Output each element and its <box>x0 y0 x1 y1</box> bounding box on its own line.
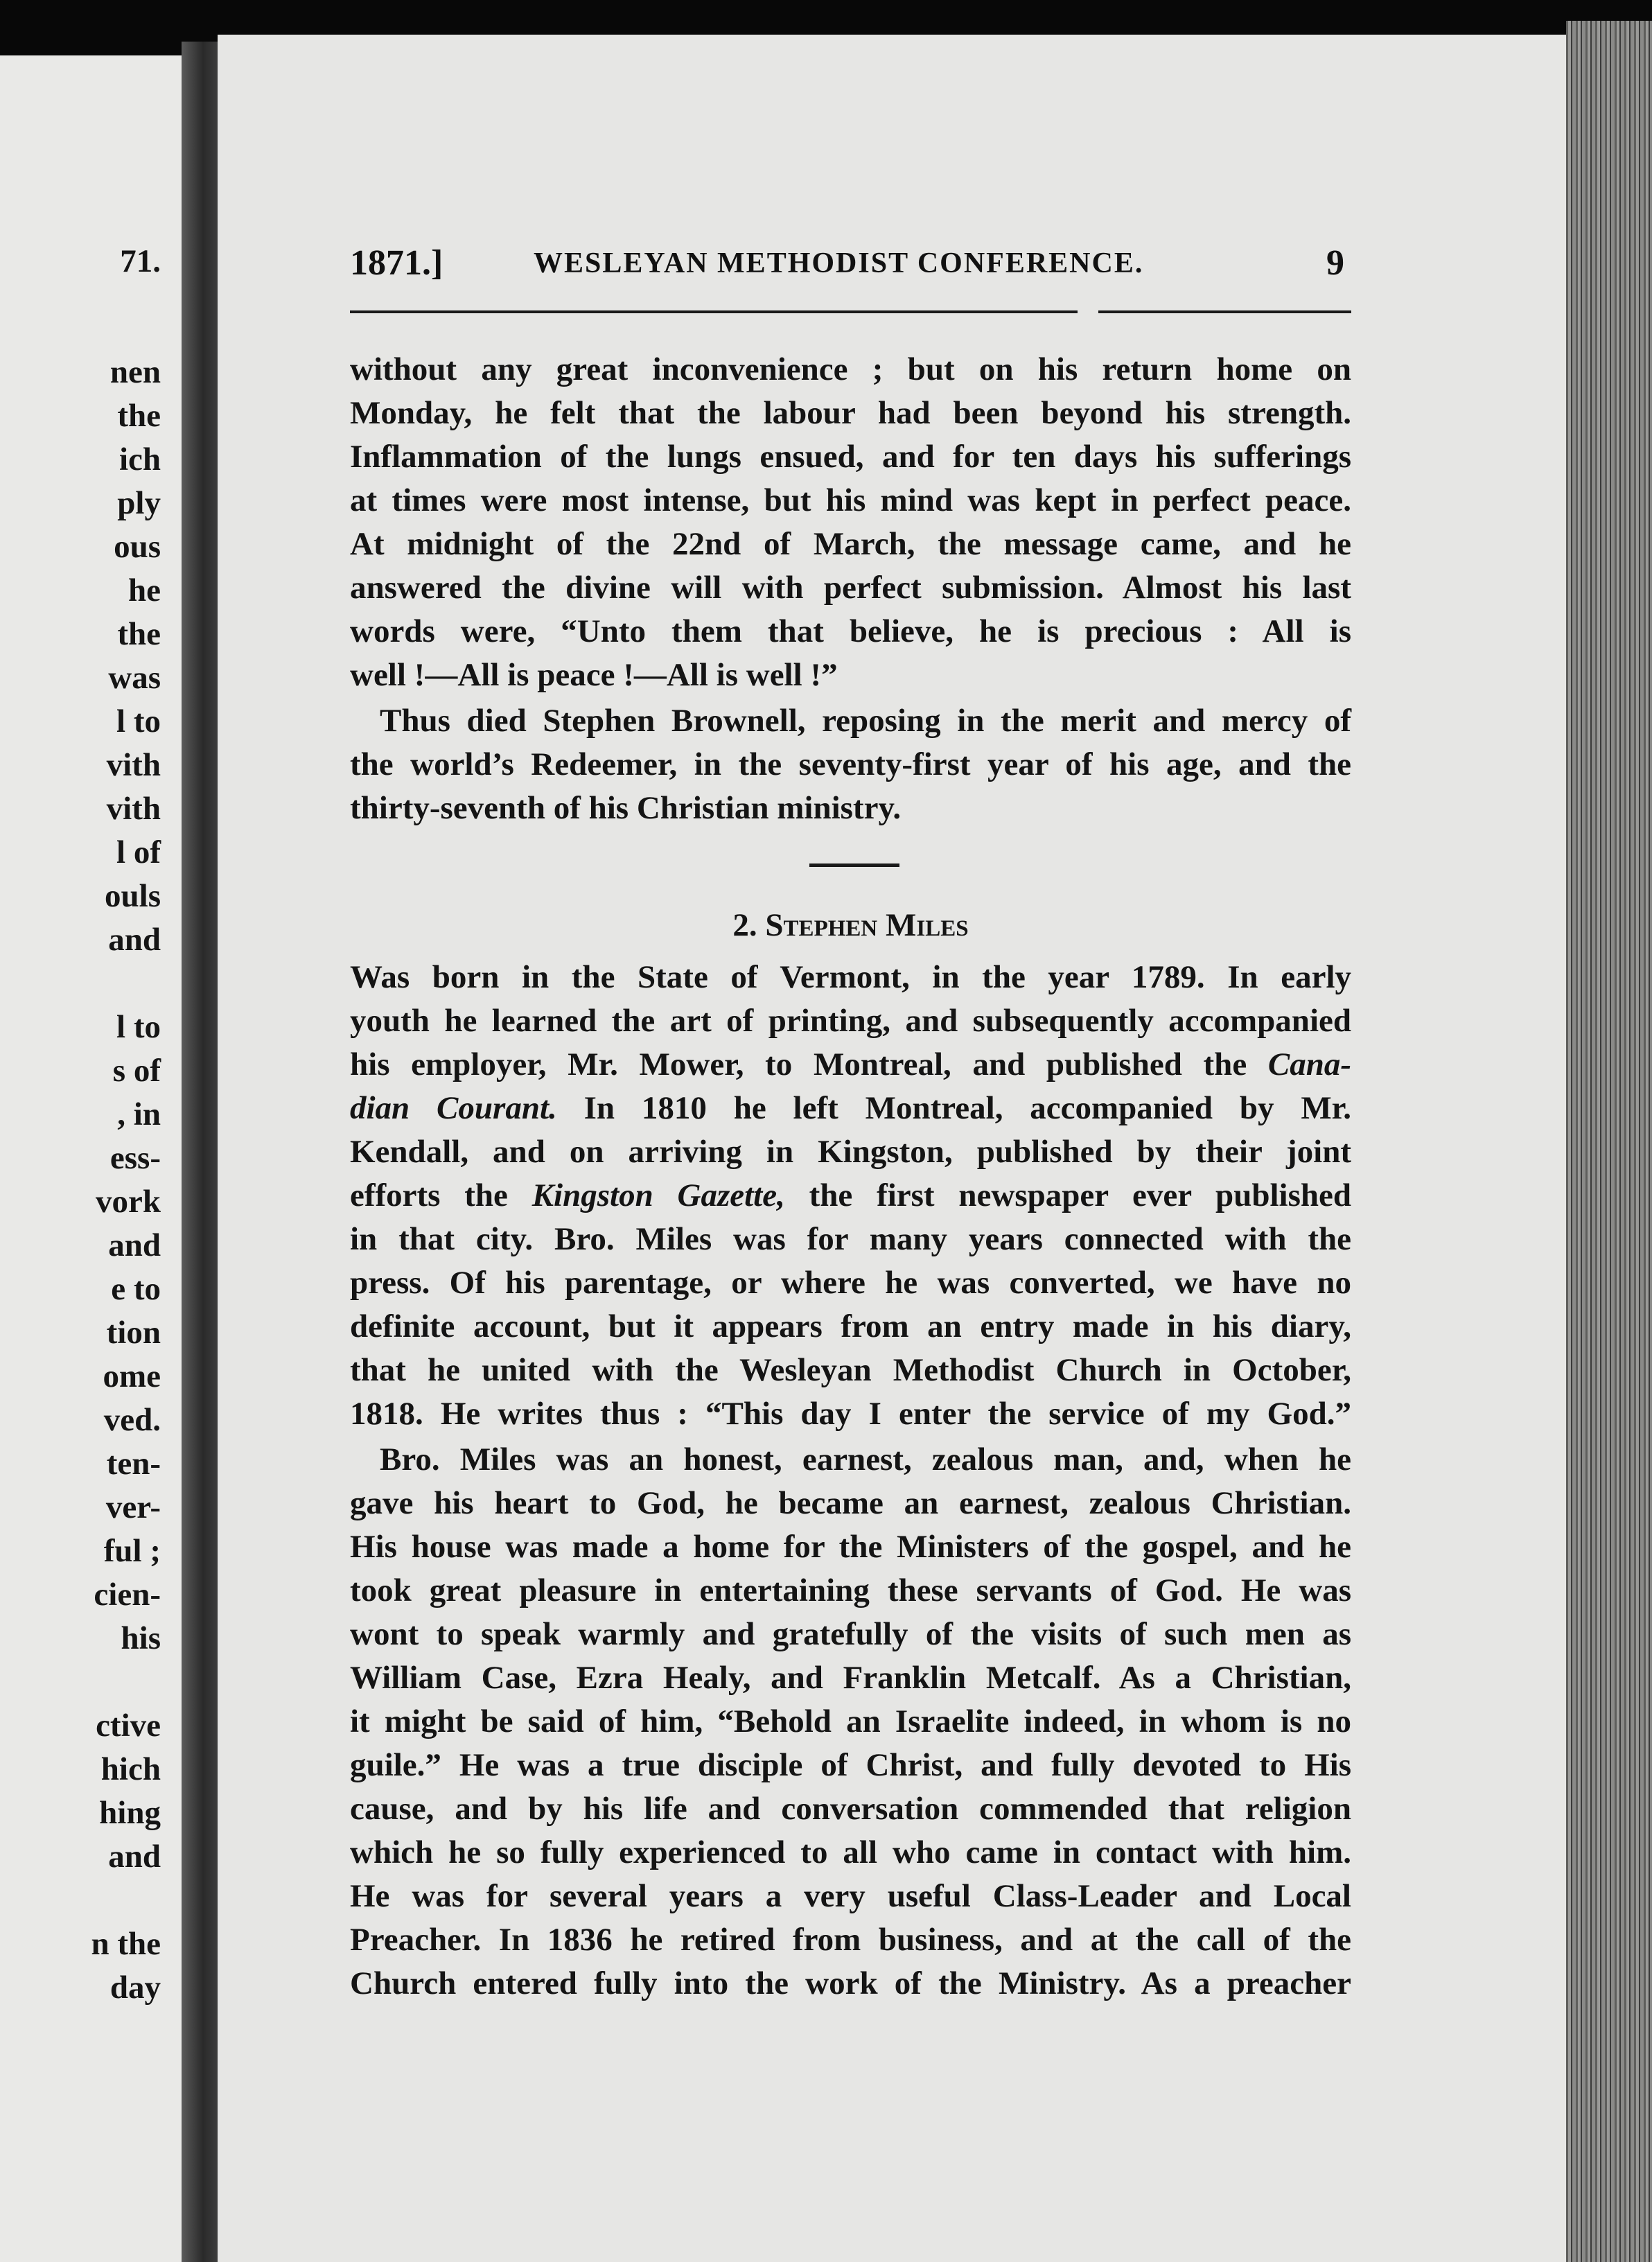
left-page-line: ich <box>118 441 161 477</box>
left-page-line: nen <box>109 354 161 390</box>
left-page-line: e to <box>111 1271 161 1307</box>
text-line: gave his heart to God, he became an earnest, zealous Christian. <box>350 1485 1351 1521</box>
text-line: which he so fully experienced to all who came in contact with him. <box>350 1834 1351 1870</box>
text-line: well !—All is peace !—All is well !” <box>350 657 838 693</box>
left-page-line: and <box>108 922 161 958</box>
text-line: guile.” He was a true disciple of Christ, and fully devoted to His <box>350 1747 1351 1783</box>
text-line: his employer, Mr. Mower, to Montreal, and published the Cana- <box>350 1046 1351 1082</box>
left-page <box>0 55 182 2262</box>
left-page-line: ctive <box>96 1708 161 1744</box>
text-line: Thus died Stephen Brownell, reposing in the merit and mercy of <box>380 703 1351 739</box>
left-page-line: cien- <box>94 1577 161 1613</box>
header-title: WESLEYAN METHODIST CONFERENCE. <box>534 247 1144 279</box>
left-page-line: ess- <box>109 1140 161 1176</box>
text-line: dian Courant. In 1810 he left Montreal, accompanied by Mr. <box>350 1090 1351 1126</box>
left-page-line: and <box>108 1839 161 1875</box>
left-page-line: ome <box>103 1358 161 1394</box>
text-line: wont to speak warmly and gratefully of the visits of such men as <box>350 1616 1351 1652</box>
left-page-line: l to <box>116 1009 161 1045</box>
left-page-line: vith <box>106 747 161 783</box>
text-line: thirty-seventh of his Christian ministry. <box>350 790 902 826</box>
left-page-line: ver- <box>105 1489 161 1525</box>
text-line: in that city. Bro. Miles was for many years connected with the <box>350 1221 1351 1257</box>
left-page-line: 71. <box>120 243 161 279</box>
section-heading: 2. Stephen Miles <box>732 907 969 943</box>
left-page-line: day <box>109 1970 161 2006</box>
text-line: Kendall, and on arriving in Kingston, published by their joint <box>350 1134 1351 1170</box>
left-page-line: the <box>117 616 161 652</box>
text-line: Monday, he felt that the labour had been beyond his strength. <box>350 395 1351 431</box>
book-gutter <box>182 42 218 2262</box>
left-page-line: ply <box>117 485 161 521</box>
page-edges <box>1566 21 1652 2262</box>
left-page-line: l of <box>116 834 161 870</box>
left-page-line: hich <box>100 1751 161 1787</box>
left-page-line: and <box>108 1227 161 1263</box>
header-year: 1871.] <box>350 243 443 283</box>
text-line: definite account, but it appears from an entry made in his diary, <box>350 1308 1351 1344</box>
text-line: cause, and by his life and conversation commended that religion <box>350 1791 1351 1827</box>
header-rule <box>1098 310 1351 313</box>
header-rule <box>350 310 1078 313</box>
left-page-line: hing <box>99 1795 161 1831</box>
left-page-line: he <box>128 572 161 608</box>
text-line: Preacher. In 1836 he retired from business, and at the call of the <box>350 1922 1351 1958</box>
text-line: Bro. Miles was an honest, earnest, zealous man, and, when he <box>380 1441 1351 1478</box>
left-page-line: ved. <box>103 1402 161 1438</box>
text-line: Inflammation of the lungs ensued, and for ten days his sufferings <box>350 439 1351 475</box>
left-page-line: tion <box>106 1315 161 1351</box>
text-line: 1818. He writes thus : “This day I enter the service of my God.” <box>350 1396 1351 1432</box>
text-line: without any great inconvenience ; but on his return home on <box>350 351 1351 387</box>
text-line: youth he learned the art of printing, and subsequently accompanied <box>350 1003 1351 1039</box>
left-page-line: the <box>117 398 161 434</box>
text-line: the world’s Redeemer, in the seventy-first year of his age, and the <box>350 746 1351 782</box>
left-page-line: ful ; <box>103 1533 161 1569</box>
left-page-line: l to <box>116 703 161 739</box>
left-page-line: vork <box>96 1184 161 1220</box>
text-line: answered the divine will with perfect submission. Almost his last <box>350 570 1351 606</box>
text-line: efforts the Kingston Gazette, the first newspaper ever published <box>350 1177 1352 1213</box>
left-page-line: n the <box>91 1926 161 1962</box>
left-page-line: s of <box>112 1053 161 1089</box>
left-page-line: was <box>108 660 161 696</box>
text-line: at times were most intense, but his mind was kept in perfect peace. <box>350 482 1351 518</box>
text-line: took great pleasure in entertaining these servants of God. He was <box>350 1572 1351 1608</box>
text-line: it might be said of him, “Behold an Israelite indeed, in whom is no <box>350 1703 1351 1739</box>
left-page-line: his <box>121 1620 161 1656</box>
left-page-line: vith <box>106 791 161 827</box>
text-line: press. Of his parentage, or where he was converted, we have no <box>350 1265 1351 1301</box>
page-number: 9 <box>1326 243 1344 283</box>
left-page-line: ous <box>114 529 161 565</box>
section-divider <box>809 863 899 867</box>
text-line: Church entered fully into the work of the Ministry. As a preacher <box>350 1965 1351 2001</box>
text-line: Was born in the State of Vermont, in the year 1789. In early <box>350 959 1351 995</box>
text-line: His house was made a home for the Ministers of the gospel, and he <box>350 1529 1351 1565</box>
left-page-line: , in <box>117 1096 161 1132</box>
text-line: words were, “Unto them that believe, he is precious : All is <box>350 613 1351 649</box>
text-line: At midnight of the 22nd of March, the message came, and he <box>350 526 1351 562</box>
text-line: that he united with the Wesleyan Methodist Church in October, <box>350 1352 1351 1388</box>
text-line: William Case, Ezra Healy, and Franklin Metcalf. As a Christian, <box>350 1660 1351 1696</box>
running-header <box>350 243 1351 291</box>
left-page-line: ten- <box>106 1446 161 1482</box>
text-line: He was for several years a very useful Class-Leader and Local <box>350 1878 1351 1914</box>
left-page-line: ouls <box>105 878 161 914</box>
